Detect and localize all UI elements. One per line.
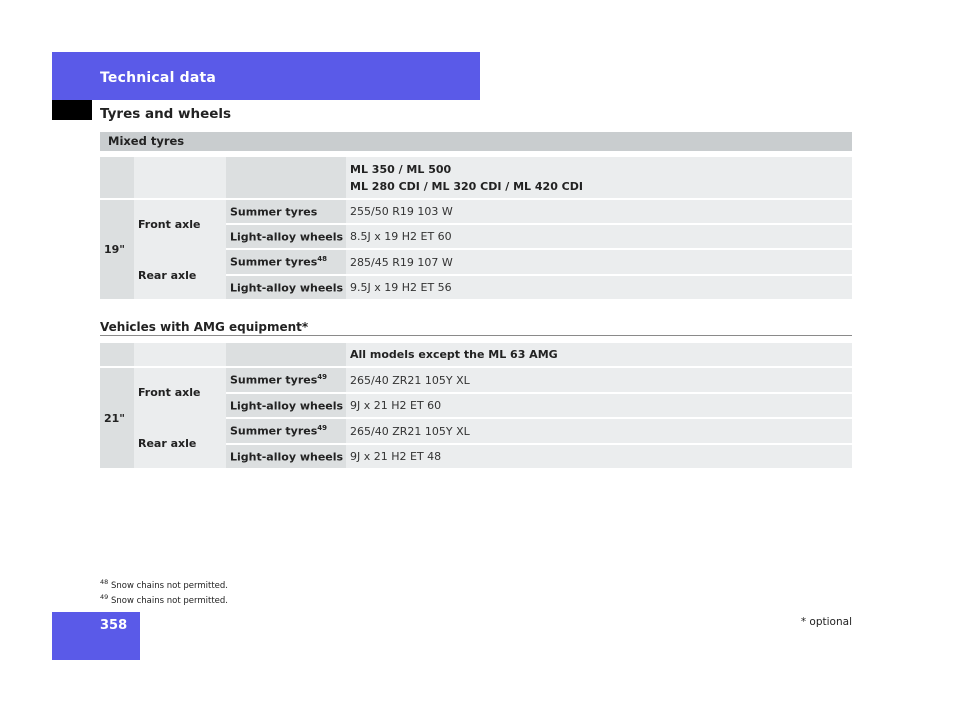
- row-value: 255/50 R19 103 W: [346, 200, 852, 225]
- row-value: 265/40 ZR21 105Y XL: [346, 419, 852, 445]
- axle-cell: Front axle Rear axle: [134, 200, 226, 301]
- amg-section-title: Vehicles with AMG equipment*: [100, 320, 309, 334]
- row-label: Light-alloy wheels: [226, 394, 346, 419]
- section-title: Technical data: [100, 70, 217, 86]
- row-label: Summer tyres: [226, 200, 346, 225]
- page-subtitle: Tyres and wheels: [100, 106, 232, 122]
- row-label: Light-alloy wheels: [226, 445, 346, 470]
- models-cell: ML 350 / ML 500 ML 280 CDI / ML 320 CDI / ML 420 CDI: [346, 157, 852, 200]
- amg-tyres-table: [100, 343, 852, 470]
- row-label: Summer tyres$^{49}$: [226, 368, 346, 394]
- row-label: Summer tyres$^{48}$: [226, 250, 346, 276]
- row-value: 9J x 21 H2 ET 60: [346, 394, 852, 419]
- row-value: 9J x 21 H2 ET 48: [346, 445, 852, 470]
- row-value: 9.5J x 19 H2 ET 56: [346, 276, 852, 301]
- rim-size: 21": [100, 368, 134, 470]
- row-label: Light-alloy wheels: [226, 276, 346, 301]
- row-value: 285/45 R19 107 W: [346, 250, 852, 276]
- models-cell: All models except the ML 63 AMG: [346, 343, 852, 368]
- table-header-row: [100, 343, 852, 368]
- corner-cell: [100, 157, 134, 200]
- row-label: Summer tyres$^{49}$: [226, 419, 346, 445]
- page-number: 358: [100, 618, 128, 633]
- table-header-row: [100, 157, 852, 200]
- footnote: $^{48}$ Snow chains not permitted.: [100, 578, 228, 591]
- row-value: 265/40 ZR21 105Y XL: [346, 368, 852, 394]
- section-marker: [52, 100, 92, 120]
- corner-cell: [100, 343, 134, 368]
- row-value: 8.5J x 19 H2 ET 60: [346, 225, 852, 250]
- footnote: $^{49}$ Snow chains not permitted.: [100, 593, 228, 606]
- divider: [100, 335, 852, 336]
- mixed-tyres-table: [100, 157, 852, 301]
- table-row: [100, 200, 852, 225]
- table-row: [100, 368, 852, 394]
- axle-cell: Front axle Rear axle: [134, 368, 226, 470]
- optional-note: * optional: [800, 616, 852, 628]
- rim-size: 19": [100, 200, 134, 301]
- mixed-tyres-title: Mixed tyres: [100, 132, 852, 151]
- row-label: Light-alloy wheels: [226, 225, 346, 250]
